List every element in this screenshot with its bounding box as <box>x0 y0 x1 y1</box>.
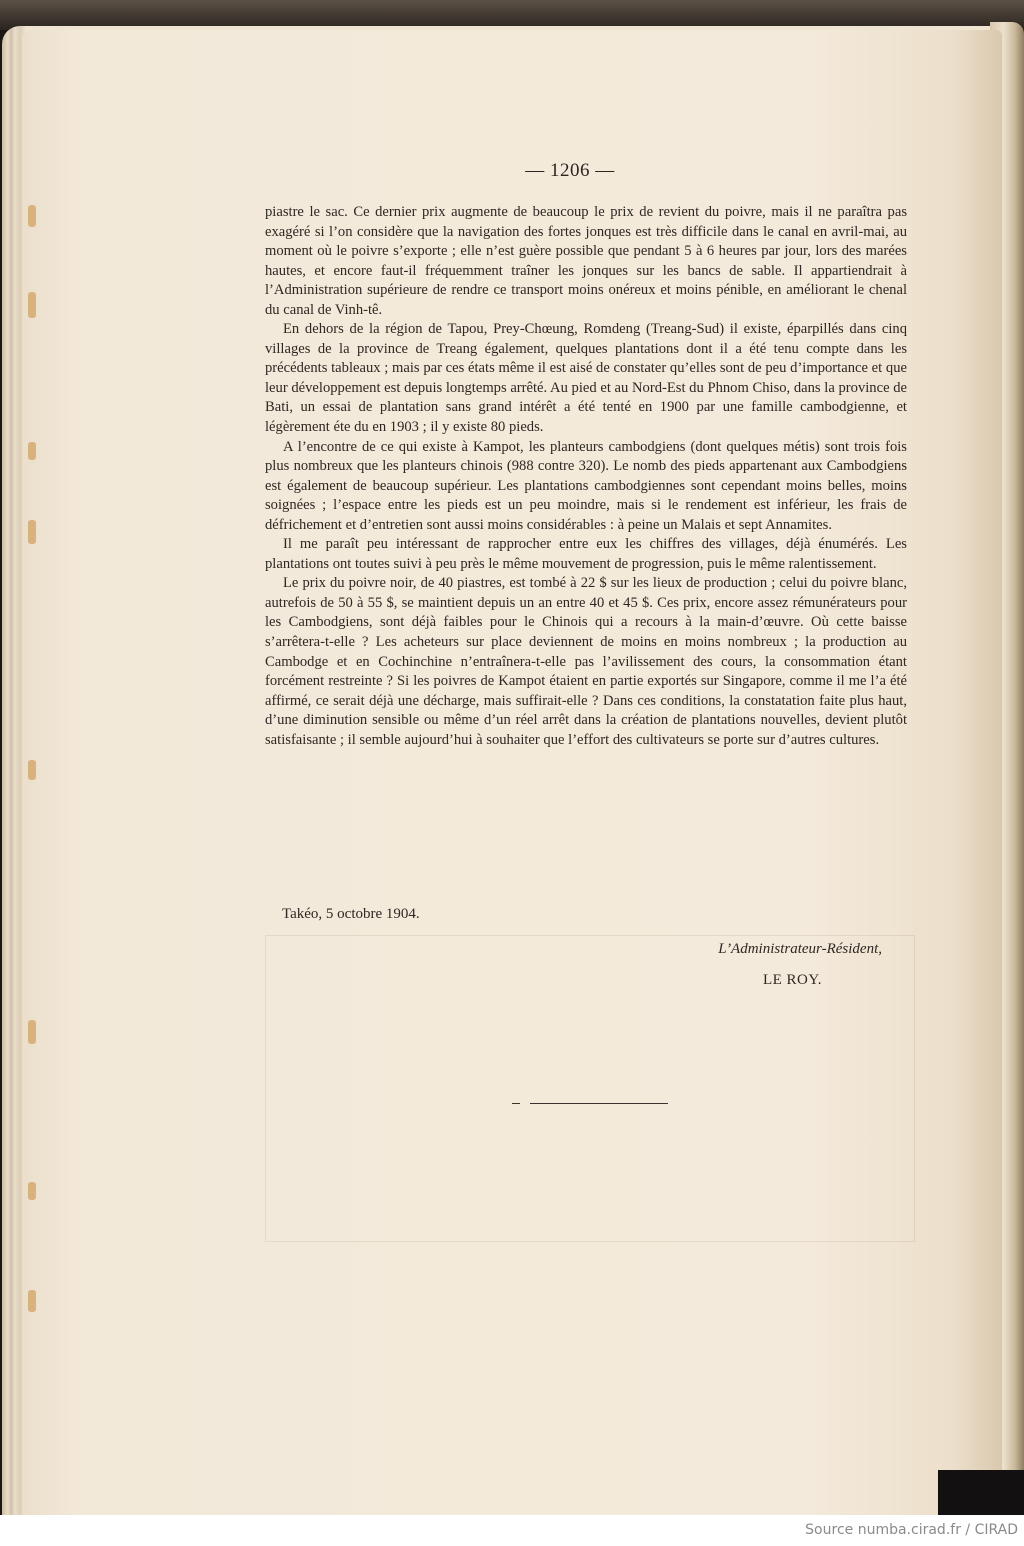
dark-corner <box>938 1470 1024 1515</box>
paragraph-3: A l’encontre de ce qui existe à Kampot, les planteurs cambodgiens (dont quelques métis) sont trois fois plus nombreux que les planteurs chinois (988 contre 320). Le nomb des pieds appartenant aux Cambodgiens est également de beaucoup supérieur. Les plantations cambodgiennes sont cependant moins belles, moins soignées ; l’espace entre les pieds est un peu moindre, mais si le rendement est inférieur, les frais de défrichement et d’entretien sont aussi moins considérables : à peine un Malais et sept Annamites. <box>265 438 907 533</box>
paragraph-2: En dehors de la région de Tapou, Prey-Chœung, Romdeng (Treang-Sud) il existe, éparpillés dans cinq villages de la province de Treang également, quelques plantations dont il a été tenu compte dans les précédents tableaux ; mais par ces états même il est aisé de constater qu’elles sont de peu d’importance et que leur développement est depuis longtemps arrêté. Au pied et au Nord-Est du Phnom Chiso, dans la province de Bati, un essai de plantation sans grand intérêt a été tenté en 1900 par une famille cambodgienne, et légèrement éte du en 1903 ; il y existe 80 pieds. <box>265 321 907 436</box>
page-number: — 1206 — <box>525 160 615 181</box>
body-text <box>265 203 907 750</box>
paragraph-1: piastre le sac. Ce dernier prix augmente de beaucoup le prix de revient du poivre, mais il ne paraîtra pas exagéré si l’on considère que la navigation des fortes jonques est très difficile dans le canal en avril-mai, au moment où le poivre s’exporte ; elle n’est guère possible que pendant 5 à 6 heures par jour, lors des marées hautes, et encore faut-il fréquemment traîner les jonques sur les bancs de sable. Il appartiendrait à l’Administration supérieure de rendre ce transport moins onéreux et moins pénible, en améliorant le chenal du canal de Vinh-tê. <box>265 204 907 318</box>
source-credit: Source numba.cirad.fr / CIRAD <box>805 1522 1018 1538</box>
paragraph-4: Il me paraît peu intéressant de rapprocher entre eux les chiffres des villages, déjà énumérés. Les plantations ont toutes suivi à peu près le même mouvement de progression, puis le même ralentissement. <box>265 536 907 572</box>
signature-name: LE ROY. <box>762 972 822 988</box>
end-rule-gap <box>520 1102 530 1105</box>
paragraph-5: Le prix du poivre noir, de 40 piastres, est tombé à 22 $ sur les lieux de production ; celui du poivre blanc, autrefois de 50 à 55 $, se maintient depuis un an entre 40 et 45 $. Ces prix, encore assez rémunérateurs pour les Cambodgiens, sont déjà faibles pour le Chinois qui a recours à la main-d’œuvre. Où cette baisse s’arrêtera-t-elle ? Les acheteurs sur place deviennent de moins en moins nombreux ; la production au Cambodge et en Cochinchine n’entraînera-t-elle pas l’avilissement des cours, la consommation étant forcément restreinte ? Si les poivres de Kampot étaient en partie exportés sur Singapore, comme il me l’a été affirmé, ce serait déjà une décharge, mais suffirait-elle ? Dans ces conditions, la constatation faite plus haut, d’une diminution sensible ou même d’un réel arrêt dans la création de plantations nouvelles, devient plutôt satisfaisante ; il semble aujourd’hui à souhaiter que l’effort des cultivateurs se porte sur d’autres cultures. <box>265 575 907 748</box>
date-line: Takéo, 5 octobre 1904. <box>282 906 420 922</box>
end-rule <box>512 1103 668 1104</box>
signature-title: L’Administrateur-Résident, <box>718 941 882 957</box>
